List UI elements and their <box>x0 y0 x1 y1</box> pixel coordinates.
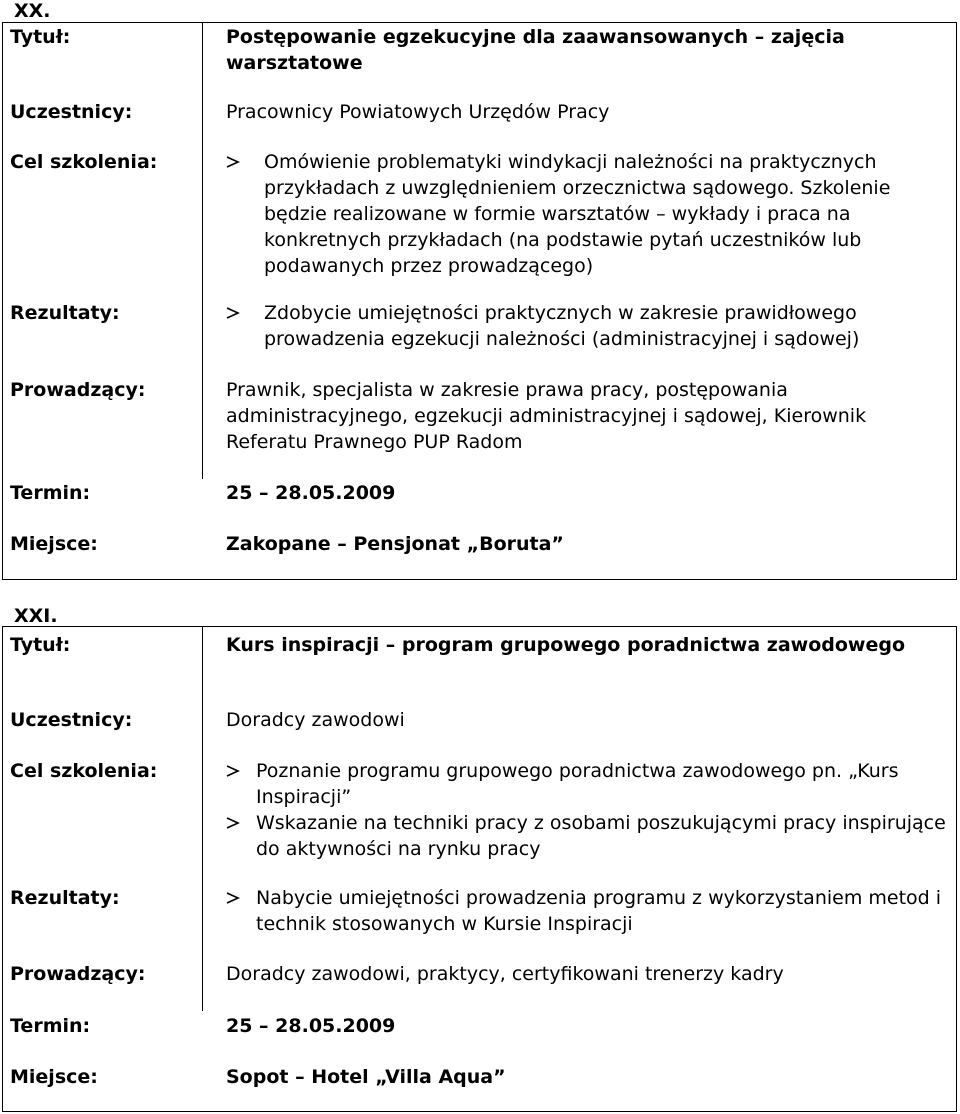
results-text: Nabycie umiejętności prowadzenia programu z wykorzystaniem metod i technik stosowanych w Kursie Inspiracji <box>256 887 942 935</box>
title-label: Tytuł: <box>10 26 71 48</box>
arrow-bullet-icon <box>226 892 240 904</box>
results-text: Zdobycie umiejętności praktycznych w zakresie prawidłowego prowadzenia egzekucji należności (administracyjnej i sądowej) <box>264 302 860 350</box>
goal-label: Cel szkolenia: <box>10 151 158 173</box>
section-frame <box>2 626 957 1112</box>
column-divider <box>202 627 203 1011</box>
date-value: 25 – 28.05.2009 <box>226 1015 396 1037</box>
section-number: XX. <box>14 0 51 22</box>
goal-text: Poznanie programu grupowego poradnictwa zawodowego pn. „Kurs Inspiracji” <box>256 760 899 808</box>
arrow-bullet-icon <box>226 156 240 168</box>
place-value: Zakopane – Pensjonat „Boruta” <box>226 533 564 555</box>
title-label: Tytuł: <box>10 634 71 656</box>
goal-text: Omówienie problematyki windykacji należności na praktycznych przykładach z uwzględnieniem orzecznictwa sądowego. Szkolenie będzie realizowane w formie warsztatów – wykłady i praca na konkretnych przykładach (na podstawie pytań uczestników lub podawanych przez prowadzącego) <box>264 151 891 277</box>
participants-value: Doradcy zawodowi <box>226 709 405 731</box>
goal-label: Cel szkolenia: <box>10 760 158 782</box>
course-title: Postępowanie egzekucyjne dla zaawansowanych – zajęcia warsztatowe <box>226 26 845 74</box>
participants-label: Uczestnicy: <box>10 101 133 123</box>
column-divider <box>202 23 203 479</box>
participants-label: Uczestnicy: <box>10 709 133 731</box>
participants-value: Pracownicy Powiatowych Urzędów Pracy <box>226 101 610 123</box>
trainer-value: Doradcy zawodowi, praktycy, certyfikowani trenerzy kadry <box>226 963 784 985</box>
trainer-value: Prawnik, specjalista w zakresie prawa pracy, postępowania administracyjnego, egzekucji administracyjnej i sądowej, Kierownik Referatu Prawnego PUP Radom <box>226 379 867 453</box>
arrow-bullet-icon <box>226 765 240 777</box>
results-label: Rezultaty: <box>10 887 120 909</box>
results-bullet <box>226 885 946 937</box>
goal-bullet <box>226 810 946 862</box>
goal-text: Wskazanie na techniki pracy z osobami poszukującymi pracy inspirujące do aktywności na rynku pracy <box>256 812 946 860</box>
course-title: Kurs inspiracji – program grupowego poradnictwa zawodowego <box>226 634 906 656</box>
trainer-label: Prowadzący: <box>10 379 146 401</box>
results-bullet <box>226 300 946 352</box>
results-label: Rezultaty: <box>10 302 120 324</box>
place-label: Miejsce: <box>10 1066 98 1088</box>
date-value: 25 – 28.05.2009 <box>226 482 396 504</box>
date-label: Termin: <box>10 1015 91 1037</box>
goal-bullet <box>226 758 946 810</box>
trainer-label: Prowadzący: <box>10 963 146 985</box>
place-label: Miejsce: <box>10 533 98 555</box>
goal-bullet <box>226 149 946 279</box>
arrow-bullet-icon <box>226 817 240 829</box>
arrow-bullet-icon <box>226 307 240 319</box>
section-number: XXI. <box>14 605 58 627</box>
place-value: Sopot – Hotel „Villa Aqua” <box>226 1066 506 1088</box>
date-label: Termin: <box>10 482 91 504</box>
